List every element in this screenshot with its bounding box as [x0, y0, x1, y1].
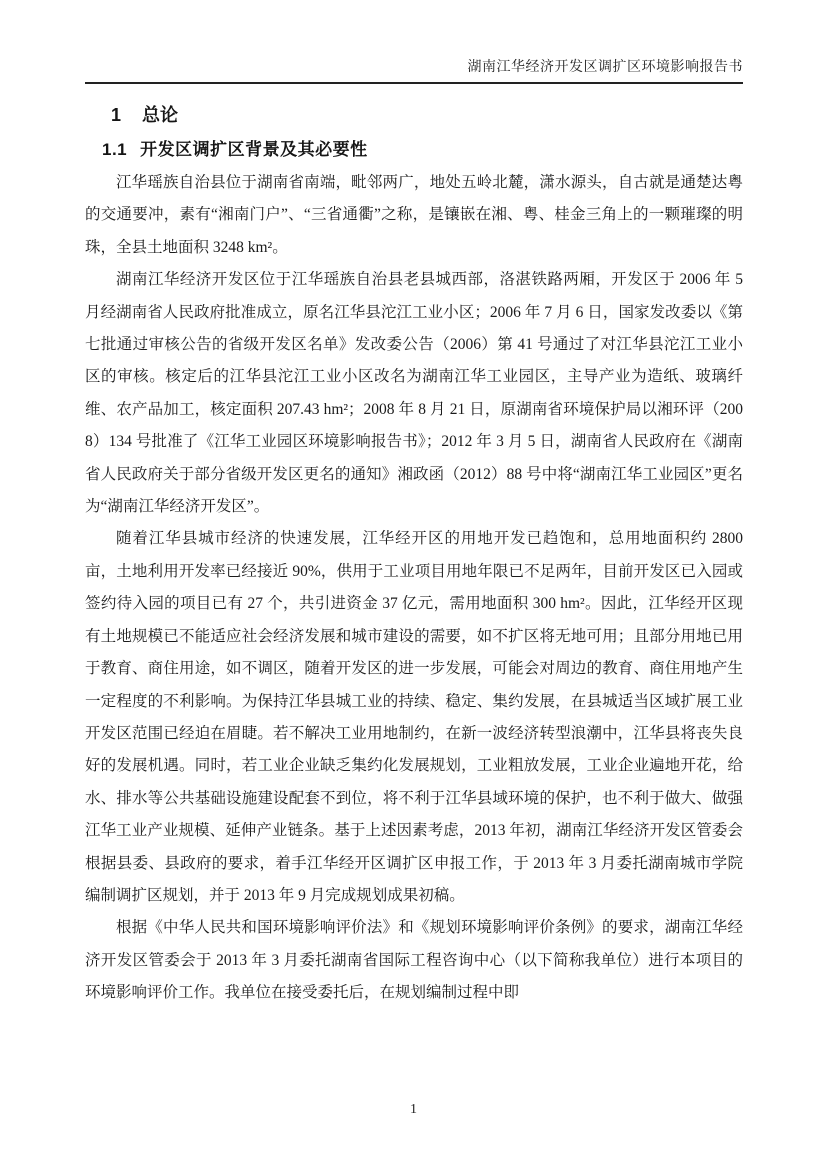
- chapter-number: 1: [111, 105, 122, 125]
- body-text: [85, 167, 743, 1010]
- page-number: 1: [410, 1102, 417, 1117]
- body-paragraph: 江华瑶族自治县位于湖南省南端，毗邻两广，地处五岭北麓，潇水源头，自古就是通楚达粤的交通要冲，素有“湘南门户”、“三省通衢”之称，是镶嵌在湘、粤、桂金三角上的一颗璀璨的明珠，全县土地面积 3248 km²。: [85, 174, 743, 256]
- running-header: [85, 56, 743, 84]
- body-paragraph: 根据《中华人民共和国环境影响评价法》和《规划环境影响评价条例》的要求，湖南江华经济开发区管委会于 2013 年 3 月委托湖南省国际工程咨询中心（以下简称我单位）进行本项目的环境影响评价工作。我单位在接受委托后，在规划编制过程中即: [85, 919, 743, 1002]
- page-footer: [0, 1102, 827, 1118]
- running-header-title: 湖南江华经济开发区调扩区环境影响报告书: [467, 60, 743, 75]
- chapter-title: 总论: [142, 105, 179, 125]
- section-heading: [85, 139, 743, 161]
- body-paragraph: 湖南江华经济开发区位于江华瑶族自治县老县城西部，洛湛铁路两厢，开发区于 2006 年 5 月经湖南省人民政府批准成立，原名江华县沱江工业小区；2006 年 7 月 6 日，国家发改委以《第七批通过审核公告的省级开发区名单》发改委公告（2006）第 41 号通过了对江华县沱江工业小区的审核。核定后的江华县沱江工业小区改名为湖南江华工业园区，主导产业为造纸、玻璃纤维、农产品加工，核定面积 207.43 hm²；2008 年 8 月 21 日，原湖南省环境保护局以湘环评（2008）134 号批准了《江华工业园区环境影响报告书》；2012 年 3 月 5 日，湖南省人民政府在《湖南省人民政府关于部分省级开发区更名的通知》湘政函（2012）88 号中将“湖南江华工业园区”更名为“湖南江华经济开发区”。: [85, 271, 743, 516]
- section-number: 1.1: [102, 140, 128, 159]
- body-paragraph: 随着江华县城市经济的快速发展，江华经开区的用地开发已趋饱和，总用地面积约 2800 亩，土地利用开发率已经接近 90%，供用于工业项目用地年限已不足两年，目前开发区已入园或签约待入园的项目已有 27 个，共引进资金 37 亿元，需用地面积 300 hm²。因此，江华经开区现有土地规模已不能适应社会经济发展和城市建设的需要，如不扩区将无地可用；且部分用地已用于教育、商住用途，如不调区，随着开发区的进一步发展，可能会对周边的教育、商住用地产生一定程度的不利影响。为保持江华县城工业的持续、稳定、集约发展，在县城适当区域扩展工业开发区范围已经迫在眉睫。若不解决工业用地制约，在新一波经济转型浪潮中，江华县将丧失良好的发展机遇。同时，若工业企业缺乏集约化发展规划，工业粗放发展，工业企业遍地开花，给水、排水等公共基础设施建设配套不到位，将不利于江华县域环境的保护，也不利于做大、做强江华工业产业规模、延伸产业链条。基于上述因素考虑，2013 年初，湖南江华经济开发区管委会根据县委、县政府的要求，着手江华经开区调扩区申报工作，于 2013 年 3 月委托湖南城市学院编制调扩区规划，并于 2013 年 9 月完成规划成果初稿。: [85, 530, 743, 904]
- section-title: 开发区调扩区背景及其必要性: [140, 140, 368, 159]
- chapter-heading: [85, 104, 743, 126]
